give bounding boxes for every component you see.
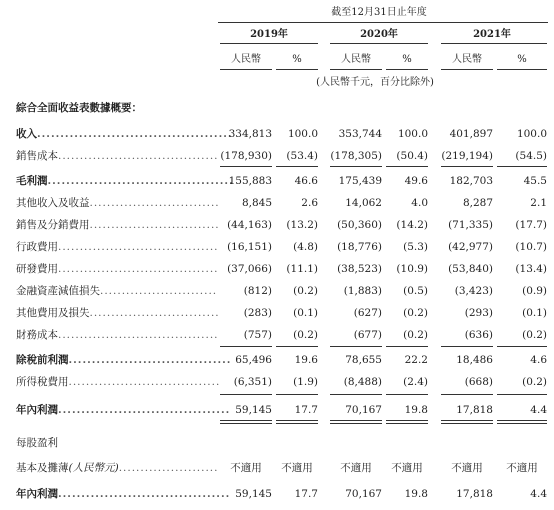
percent-cell: 100.0 — [397, 128, 428, 140]
row-label — [16, 128, 233, 141]
percent-cell: 46.6 — [294, 175, 318, 187]
subtotal-rule — [386, 346, 428, 347]
unit-note: (人民幣千元，百分比除外) — [316, 77, 434, 88]
total-double-rule — [497, 420, 547, 424]
amount-cell: 182,703 — [449, 175, 493, 187]
col-pct-2019: % — [292, 54, 302, 65]
leader-dots: ..................................... — [58, 150, 219, 162]
leader-dots: ..................................... — [58, 404, 231, 416]
subtotal-rule — [220, 346, 272, 347]
total-double-rule — [330, 420, 382, 424]
amount-cell: 不適用 — [451, 462, 483, 474]
row-label-text: 除稅前利潤 — [16, 354, 69, 366]
amount-cell: (757) — [243, 329, 272, 341]
subtotal-rule — [497, 346, 547, 347]
percent-cell: 100.0 — [516, 128, 547, 140]
amount-cell: 70,167 — [345, 404, 382, 416]
percent-cell: (0.2) — [293, 285, 318, 297]
percent-cell: 2.1 — [530, 197, 547, 209]
amount-cell: 175,439 — [338, 175, 382, 187]
amount-cell: 17,818 — [456, 488, 493, 500]
amount-cell: 353,744 — [338, 128, 382, 140]
col-rule — [441, 69, 493, 70]
final-row-label — [16, 488, 230, 501]
row-label — [16, 175, 234, 188]
amount-cell: (668) — [464, 376, 493, 388]
amount-cell: (293) — [464, 307, 493, 319]
leader-dots: ..................................... — [58, 241, 219, 253]
leader-dots: .............................. — [89, 307, 220, 319]
subtotal-rule — [220, 394, 272, 395]
amount-cell: (53,840) — [448, 263, 493, 275]
leader-dots: .............................. — [89, 197, 220, 209]
amount-cell: (16,151) — [227, 241, 272, 253]
percent-cell: (0.2) — [293, 329, 318, 341]
row-label-text: 銷售成本 — [16, 150, 58, 162]
row-label — [16, 329, 219, 342]
percent-cell: 19.8 — [404, 488, 428, 500]
percent-cell: 49.6 — [404, 175, 428, 187]
subtotal-rule — [441, 346, 493, 347]
row-label-text: 銷售及分銷費用 — [16, 219, 90, 231]
percent-cell: 不適用 — [506, 462, 538, 474]
percent-cell: (4.8) — [293, 241, 318, 253]
year-rule-2020 — [330, 43, 428, 44]
amount-cell: (636) — [464, 329, 493, 341]
subtotal-rule — [276, 166, 318, 167]
percent-cell: (10.7) — [515, 241, 547, 253]
percent-cell: 19.8 — [404, 404, 428, 416]
percent-cell: (0.5) — [403, 285, 428, 297]
amount-cell: (42,977) — [448, 241, 493, 253]
percent-cell: (53.4) — [286, 150, 318, 162]
amount-cell: 78,655 — [345, 354, 382, 366]
row-label-text: 金融資產減值損失 — [16, 285, 100, 297]
amount-cell: 334,813 — [228, 128, 272, 140]
percent-cell: 不適用 — [391, 462, 423, 474]
percent-cell: 不適用 — [281, 462, 313, 474]
year-2020: 2020年 — [360, 29, 398, 40]
subtotal-rule — [386, 394, 428, 395]
amount-cell: 8,845 — [241, 197, 272, 209]
leader-dots: .............................. — [89, 219, 220, 231]
row-label-text: 研發費用 — [16, 263, 58, 275]
period-rule — [218, 22, 548, 23]
row-label — [16, 376, 220, 389]
row-label — [16, 404, 230, 417]
amount-cell: (677) — [353, 329, 382, 341]
section-title: 綜合全面收益表數據概要： — [16, 102, 142, 114]
percent-cell: 45.5 — [523, 175, 547, 187]
percent-cell: (11.1) — [286, 263, 318, 275]
row-label-text: 其他費用及損失 — [16, 307, 90, 319]
row-label-text: 所得稅費用 — [16, 376, 69, 388]
amount-cell: 401,897 — [449, 128, 493, 140]
percent-cell: 22.2 — [404, 354, 428, 366]
row-label-text: 收入 — [16, 128, 37, 140]
amount-cell: 59,145 — [235, 404, 272, 416]
leader-dots: .......................................... — [37, 128, 233, 140]
amount-cell: (219,194) — [441, 150, 493, 162]
amount-cell: (6,351) — [233, 376, 272, 388]
row-label — [16, 354, 231, 367]
leader-dots: ................................... — [68, 376, 221, 388]
leader-dots: ....................... — [118, 462, 219, 474]
year-2021: 2021年 — [473, 29, 511, 40]
year-2019: 2019年 — [250, 29, 288, 40]
percent-cell: (10.9) — [396, 263, 428, 275]
percent-cell: 17.7 — [294, 488, 318, 500]
row-label-text: 基本及攤薄 — [16, 462, 69, 474]
percent-cell: (0.2) — [522, 376, 547, 388]
total-double-rule — [386, 420, 428, 424]
row-label-text: 年內利潤 — [16, 404, 58, 416]
subtotal-rule — [441, 166, 493, 167]
leader-dots: ..................................... — [58, 329, 219, 341]
amount-cell: (283) — [243, 307, 272, 319]
subtotal-rule — [497, 166, 547, 167]
amount-cell: 59,145 — [235, 488, 272, 500]
row-label — [16, 307, 220, 320]
percent-cell: 19.6 — [294, 354, 318, 366]
col-pct-2021: % — [517, 54, 527, 65]
total-double-rule — [276, 420, 318, 424]
eps-label — [16, 462, 218, 475]
percent-cell: (13.4) — [515, 263, 547, 275]
amount-cell: (1,883) — [343, 285, 382, 297]
leader-dots: ........................... — [100, 285, 218, 297]
amount-cell: 8,287 — [462, 197, 493, 209]
col-rmb-2021: 人民幣 — [452, 54, 482, 65]
subtotal-rule — [276, 346, 318, 347]
row-label-text: 行政費用 — [16, 241, 58, 253]
percent-cell: (5.3) — [403, 241, 428, 253]
col-rule — [497, 69, 547, 70]
percent-cell: 100.0 — [287, 128, 318, 140]
col-rule — [276, 69, 318, 70]
subtotal-rule — [276, 394, 318, 395]
row-label-text: 財務成本 — [16, 329, 58, 341]
year-rule-2021 — [441, 43, 547, 44]
leader-dots: ..................................... — [58, 263, 219, 275]
amount-cell: (71,335) — [448, 219, 493, 231]
amount-cell: 65,496 — [235, 354, 272, 366]
amount-cell: (38,523) — [337, 263, 382, 275]
subtotal-rule — [220, 166, 272, 167]
percent-cell: (50.4) — [396, 150, 428, 162]
subtotal-rule — [330, 394, 382, 395]
amount-cell: (8,488) — [343, 376, 382, 388]
row-label-unit: (人民幣元) — [68, 462, 119, 474]
col-rmb-2019: 人民幣 — [231, 54, 261, 65]
amount-cell: 70,167 — [345, 488, 382, 500]
subtotal-rule — [330, 166, 382, 167]
year-rule-2019 — [220, 43, 318, 44]
amount-cell: 17,818 — [456, 404, 493, 416]
percent-cell: 17.7 — [294, 404, 318, 416]
row-label — [16, 263, 219, 276]
percent-cell: 4.4 — [530, 488, 547, 500]
amount-cell: (178,305) — [330, 150, 382, 162]
amount-cell: 不適用 — [340, 462, 372, 474]
percent-cell: (0.1) — [293, 307, 318, 319]
percent-cell: (0.9) — [522, 285, 547, 297]
amount-cell: (627) — [353, 307, 382, 319]
percent-cell: (0.2) — [522, 329, 547, 341]
amount-cell: 不適用 — [230, 462, 262, 474]
col-rule — [330, 69, 382, 70]
subtotal-rule — [330, 346, 382, 347]
percent-cell: (0.1) — [522, 307, 547, 319]
amount-cell: (3,423) — [454, 285, 493, 297]
col-rule — [386, 69, 428, 70]
percent-cell: (0.2) — [403, 307, 428, 319]
subtotal-rule — [441, 394, 493, 395]
amount-cell: (812) — [243, 285, 272, 297]
period-header: 截至12月31日止年度 — [331, 7, 427, 18]
percent-cell: (17.7) — [515, 219, 547, 231]
total-double-rule — [220, 420, 272, 424]
amount-cell: (18,776) — [337, 241, 382, 253]
percent-cell: 2.6 — [301, 197, 318, 209]
amount-cell: (44,163) — [227, 219, 272, 231]
row-label — [16, 150, 219, 163]
percent-cell: (2.4) — [403, 376, 428, 388]
percent-cell: (14.2) — [396, 219, 428, 231]
row-label — [16, 241, 219, 254]
percent-cell: 4.6 — [530, 354, 547, 366]
row-label-text: 其他收入及收益 — [16, 197, 90, 209]
row-label — [16, 285, 217, 298]
eps-title: 每股盈利 — [16, 437, 58, 449]
amount-cell: 155,883 — [228, 175, 272, 187]
total-double-rule — [441, 420, 493, 424]
percent-cell: (1.9) — [293, 376, 318, 388]
percent-cell: (54.5) — [515, 150, 547, 162]
percent-cell: 4.0 — [411, 197, 428, 209]
row-label — [16, 219, 220, 232]
leader-dots: ..................................... — [58, 488, 231, 500]
amount-cell: (50,360) — [337, 219, 382, 231]
subtotal-rule — [386, 166, 428, 167]
col-rule — [220, 69, 272, 70]
col-rmb-2020: 人民幣 — [341, 54, 371, 65]
row-label — [16, 197, 220, 210]
row-label-text: 年內利潤 — [16, 488, 58, 500]
amount-cell: 18,486 — [456, 354, 493, 366]
percent-cell: (0.2) — [403, 329, 428, 341]
leader-dots: ........................................ — [47, 175, 234, 187]
leader-dots: ................................... — [68, 354, 232, 366]
col-pct-2020: % — [402, 54, 412, 65]
percent-cell: (13.2) — [286, 219, 318, 231]
percent-cell: 4.4 — [530, 404, 547, 416]
amount-cell: 14,062 — [345, 197, 382, 209]
row-label-text: 毛利潤 — [16, 175, 48, 187]
subtotal-rule — [497, 394, 547, 395]
amount-cell: (178,930) — [220, 150, 272, 162]
amount-cell: (37,066) — [227, 263, 272, 275]
